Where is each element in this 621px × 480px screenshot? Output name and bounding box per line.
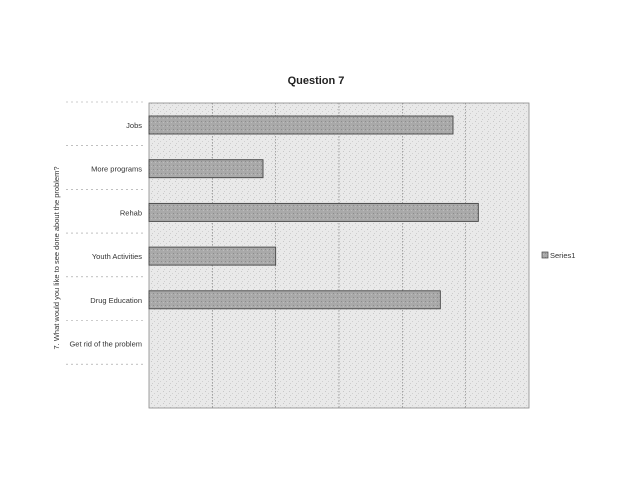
row-dividers (66, 102, 146, 364)
chart-title: Question 7 (287, 75, 345, 87)
category-tick-label: More programs (91, 164, 142, 174)
category-tick-label: Youth Activities (91, 252, 142, 262)
category-tick-label: Jobs (126, 121, 142, 130)
bar (149, 116, 453, 134)
bar (149, 291, 440, 309)
category-tick-label: Get rid of the problem (69, 339, 142, 349)
bar (149, 160, 263, 178)
y-axis-label: 7. What would you like to see done about the problem? (52, 166, 61, 350)
bar (149, 247, 276, 265)
legend-label: Series1 (550, 251, 576, 260)
category-tick-label: Drug Education (90, 295, 142, 305)
bar (149, 203, 478, 221)
legend-swatch (542, 252, 548, 258)
category-tick-label: Rehab (119, 208, 142, 218)
legend (542, 251, 575, 260)
category-tick-labels (69, 121, 142, 349)
